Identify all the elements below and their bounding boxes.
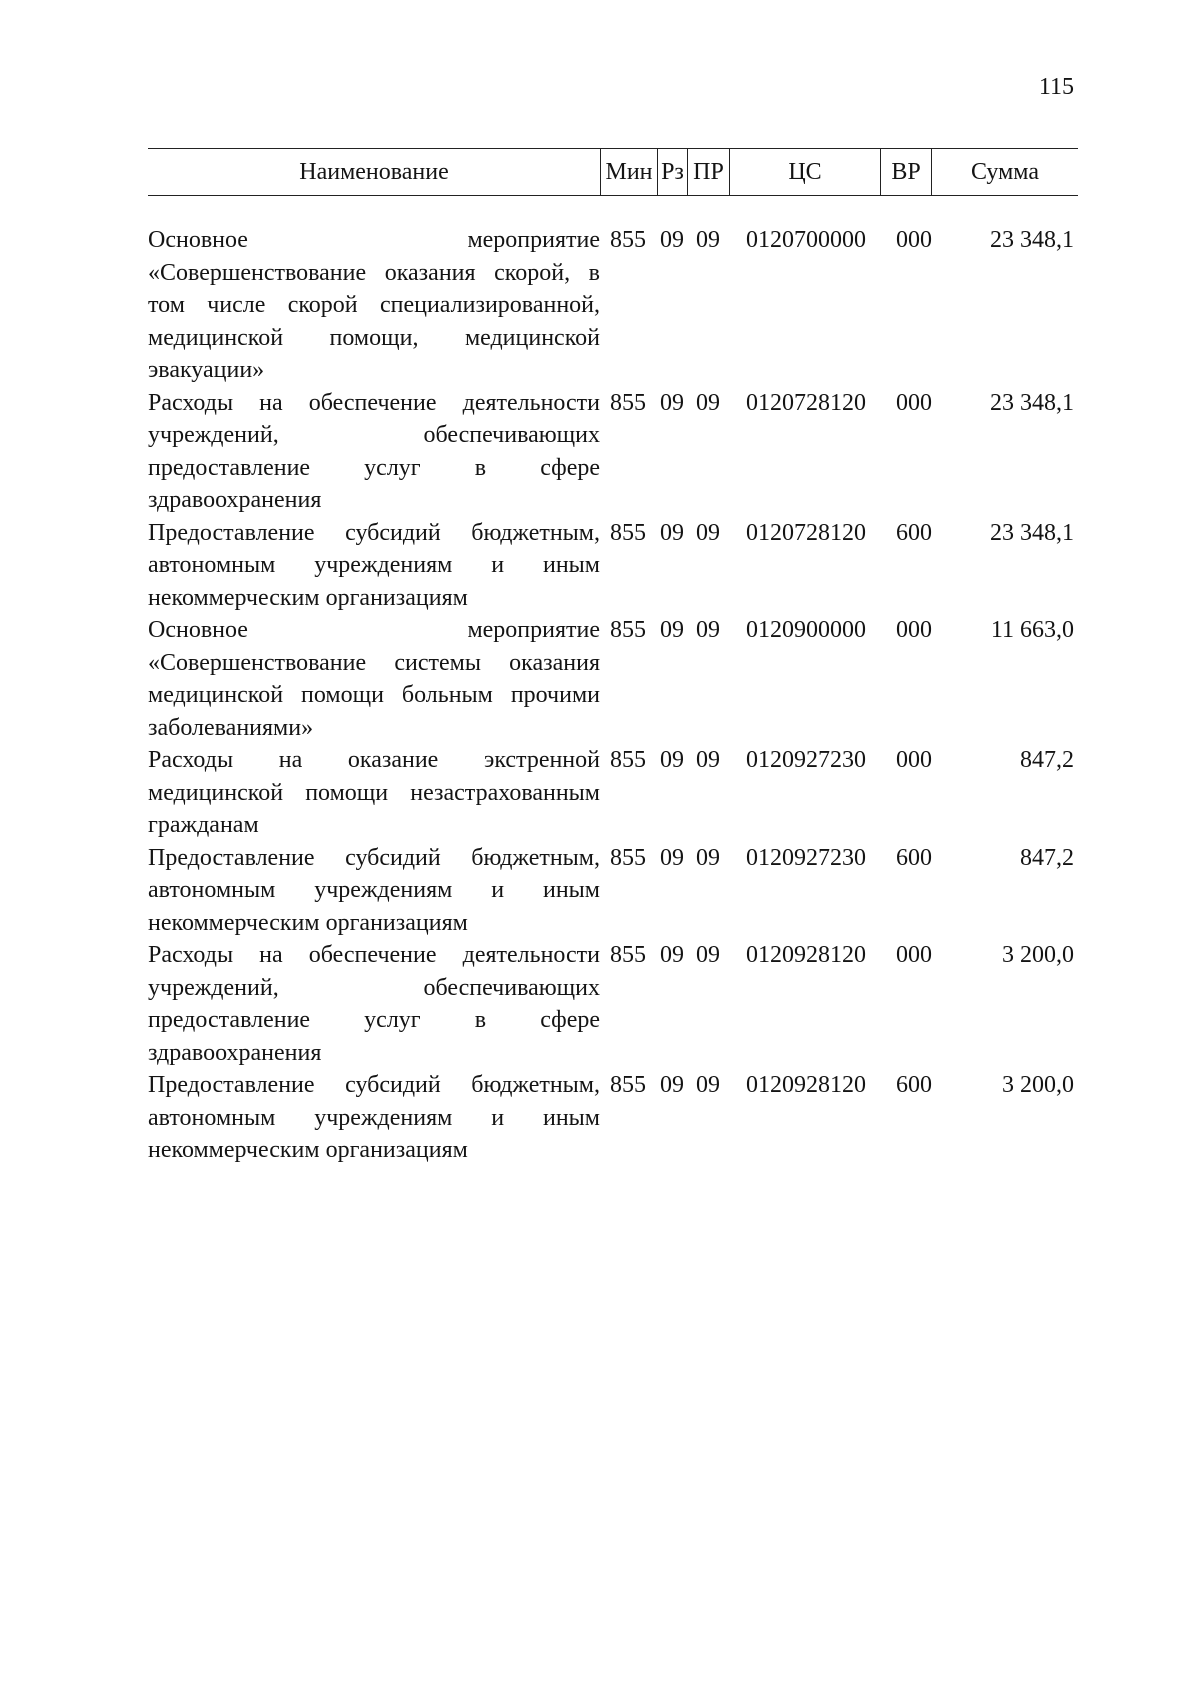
row-vr: 000 bbox=[896, 747, 932, 773]
row-cs: 0120927230 bbox=[746, 747, 866, 773]
table-row bbox=[148, 387, 1078, 517]
row-vr: 000 bbox=[896, 617, 932, 643]
row-cs: 0120900000 bbox=[746, 617, 866, 643]
row-name: Предоставление субсидий бюджетным, автономным учреждениям и иным некоммерческим организациям bbox=[148, 1072, 600, 1163]
row-cs: 0120928120 bbox=[746, 942, 866, 968]
header-rz: Рз bbox=[657, 149, 687, 195]
row-rz: 09 bbox=[660, 389, 684, 416]
row-cs: 0120728120 bbox=[746, 389, 866, 416]
row-pr: 09 bbox=[696, 942, 720, 968]
row-sum: 23 348,1 bbox=[990, 519, 1074, 546]
row-pr: 09 bbox=[696, 617, 720, 643]
row-name: Расходы на обеспечение деятельности учреждений, обеспечивающих предоставление услуг в сфере здравоохранения bbox=[148, 942, 600, 1066]
table-row bbox=[148, 1069, 1078, 1167]
row-min: 855 bbox=[610, 942, 646, 968]
row-min: 855 bbox=[610, 747, 646, 773]
header-pr: ПР bbox=[687, 149, 729, 195]
row-name: Основное мероприятие «Совершенствование оказания скорой, в том числе скорой специализированной, медицинской помощи, медицинской эвакуации» bbox=[148, 227, 600, 383]
row-min: 855 bbox=[610, 1072, 646, 1098]
row-cs: 0120928120 bbox=[746, 1072, 866, 1098]
row-vr: 600 bbox=[896, 844, 932, 871]
row-pr: 09 bbox=[696, 747, 720, 773]
row-vr: 600 bbox=[896, 1072, 932, 1098]
row-rz: 09 bbox=[660, 747, 684, 773]
row-sum: 23 348,1 bbox=[990, 227, 1074, 253]
row-rz: 09 bbox=[660, 1072, 684, 1098]
page-number: 115 bbox=[1038, 74, 1074, 100]
header-min: Мин bbox=[600, 149, 657, 195]
header-vr: ВР bbox=[880, 149, 932, 195]
row-rz: 09 bbox=[660, 844, 684, 871]
row-sum: 23 348,1 bbox=[990, 389, 1074, 416]
row-min: 855 bbox=[610, 227, 646, 253]
row-name: Расходы на обеспечение деятельности учреждений, обеспечивающих предоставление услуг в сфере здравоохранения bbox=[148, 389, 600, 513]
row-sum: 3 200,0 bbox=[1002, 942, 1074, 968]
row-name: Основное мероприятие «Совершенствование системы оказания медицинской помощи больным прочими заболеваниями» bbox=[148, 617, 600, 741]
row-pr: 09 bbox=[696, 389, 720, 416]
row-cs: 0120700000 bbox=[746, 227, 866, 253]
row-sum: 11 663,0 bbox=[990, 617, 1074, 643]
row-min: 855 bbox=[610, 617, 646, 643]
table-row bbox=[148, 744, 1078, 842]
row-sum: 847,2 bbox=[1020, 844, 1074, 871]
row-pr: 09 bbox=[696, 844, 720, 871]
header-cs: ЦС bbox=[729, 149, 880, 195]
row-rz: 09 bbox=[660, 617, 684, 643]
table-row bbox=[148, 517, 1078, 615]
row-pr: 09 bbox=[696, 519, 720, 546]
header-sum: Сумма bbox=[971, 158, 1039, 185]
row-min: 855 bbox=[610, 519, 646, 546]
budget-table bbox=[148, 148, 1078, 1167]
row-cs: 0120927230 bbox=[746, 844, 866, 871]
table-row bbox=[148, 939, 1078, 1069]
header-name: Наименование bbox=[299, 158, 449, 185]
table-row bbox=[148, 614, 1078, 744]
row-min: 855 bbox=[610, 389, 646, 416]
row-rz: 09 bbox=[660, 519, 684, 546]
row-vr: 000 bbox=[896, 227, 932, 253]
row-pr: 09 bbox=[696, 1072, 720, 1098]
row-pr: 09 bbox=[696, 227, 720, 253]
row-sum: 847,2 bbox=[1020, 747, 1074, 773]
table-header bbox=[148, 148, 1078, 196]
table-body bbox=[148, 196, 1078, 1167]
row-name: Расходы на оказание экстренной медицинской помощи незастрахованным гражданам bbox=[148, 747, 600, 838]
row-min: 855 bbox=[610, 844, 646, 871]
table-row bbox=[148, 842, 1078, 940]
row-vr: 000 bbox=[896, 942, 932, 968]
row-name: Предоставление субсидий бюджетным, автономным учреждениям и иным некоммерческим организациям bbox=[148, 519, 600, 611]
row-rz: 09 bbox=[660, 942, 684, 968]
row-rz: 09 bbox=[660, 227, 684, 253]
row-cs: 0120728120 bbox=[746, 519, 866, 546]
row-vr: 000 bbox=[896, 389, 932, 416]
row-sum: 3 200,0 bbox=[1002, 1072, 1074, 1098]
table-row bbox=[148, 224, 1078, 387]
row-vr: 600 bbox=[896, 519, 932, 546]
row-name: Предоставление субсидий бюджетным, автономным учреждениям и иным некоммерческим организациям bbox=[148, 844, 600, 936]
